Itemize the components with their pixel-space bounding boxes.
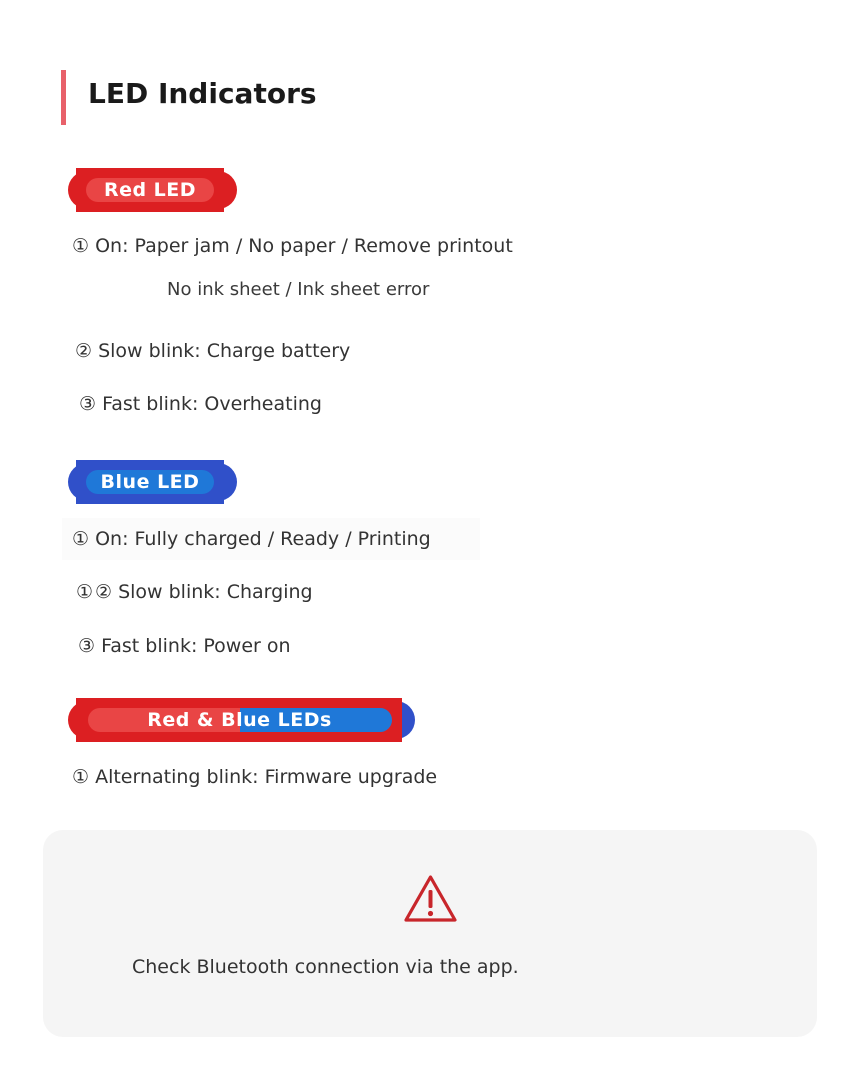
blue-led-badge (68, 460, 238, 504)
blue-led-label: Blue LED (100, 471, 200, 493)
page-title: LED Indicators (88, 77, 317, 110)
blue-item-fast-blink: ③ Fast blink: Power on (78, 635, 291, 657)
blue-item-slow-blink: ② Slow blink: Charging (95, 581, 313, 603)
overlap-glyph: ① (76, 581, 94, 603)
title-accent-bar (61, 70, 66, 125)
red-led-badge (68, 168, 238, 212)
red-led-label: Red LED (103, 179, 197, 201)
red-item-fast-blink: ③ Fast blink: Overheating (79, 393, 322, 415)
note-text: Check Bluetooth connection via the app. (132, 956, 519, 978)
red-item-on-detail: No ink sheet / Ink sheet error (167, 279, 430, 300)
red-item-slow-blink: ② Slow blink: Charge battery (75, 340, 351, 362)
both-item-alternating: ① Alternating blink: Firmware upgrade (72, 766, 438, 788)
red-item-on: ① On: Paper jam / No paper / Remove printout (72, 235, 513, 257)
red-blue-led-badge (68, 698, 416, 742)
warning-icon (403, 874, 458, 924)
blue-item-on: ① On: Fully charged / Ready / Printing (72, 528, 431, 550)
note-card (43, 830, 817, 1037)
red-blue-led-label: Red & Blue LEDs (147, 709, 332, 731)
